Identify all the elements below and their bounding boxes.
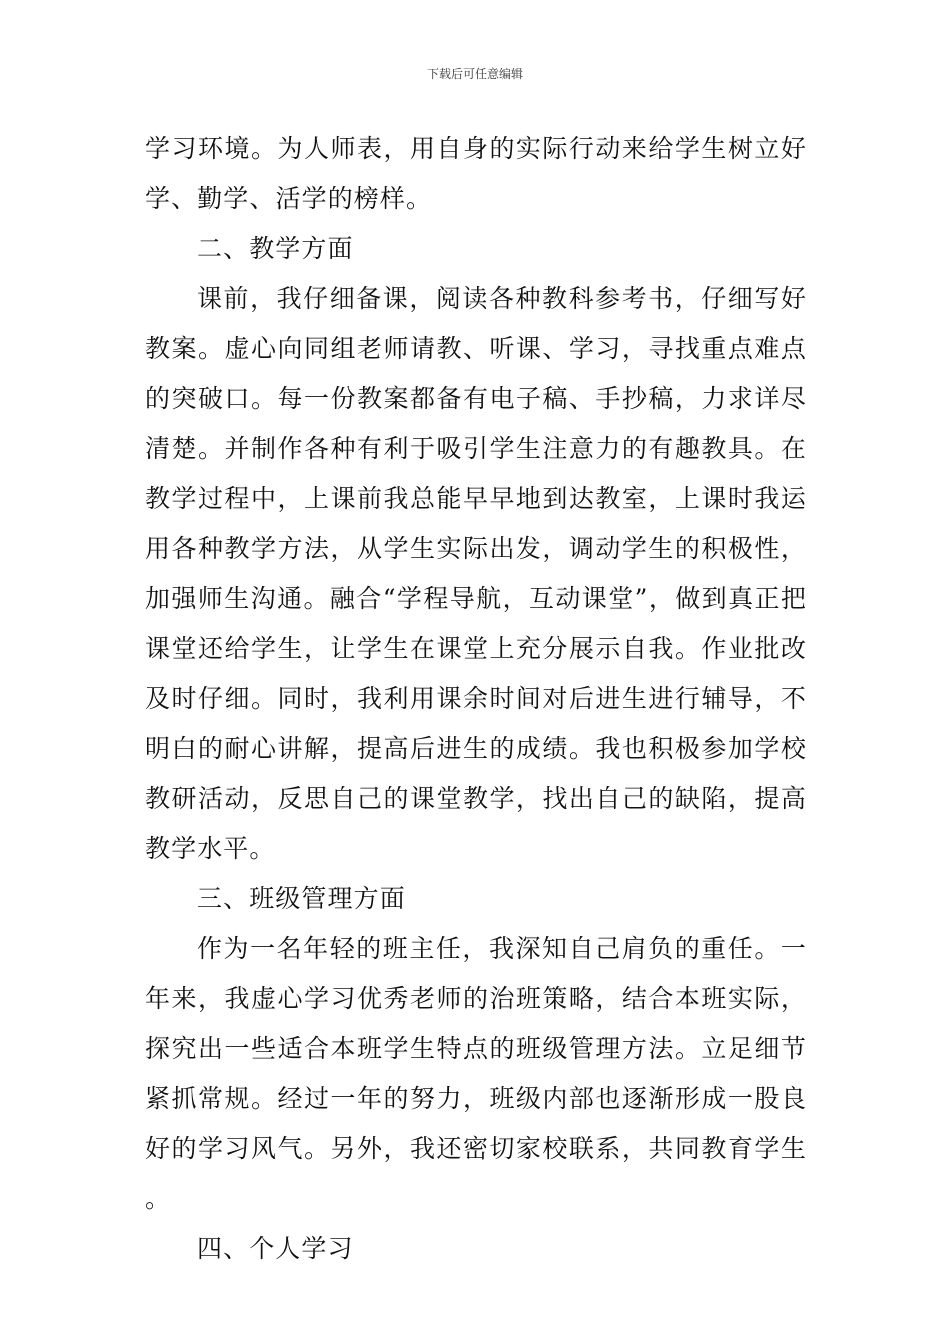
section-heading-personal-study: 四、个人学习 (197, 1234, 354, 1263)
paragraph-teaching: 课前，我仔细备课，阅读各种教科参考书，仔细写好教案。虚心向同组老师请教、听课、学习，寻找重点难点的突破口。每一份教案都备有电子稿、手抄稿，力求详尽清楚。并制作各种有利于吸引学生注意力的有趣教具。在教学过程中，上课前我总能早早地到达教室，上课时我运用各种教学方法，从学生实际出发，调动学生的积极性，加强师生沟通。融合“学程导航，互动课堂”，做到真正把课堂还给学生，让学生在课堂上充分展示自我。作业批改及时仔细。同时，我利用课余时间对后进生进行辅导，不明白的耐心讲解，提高后进生的成绩。我也积极参加学校教研活动，反思自己的课堂教学，找出自己的缺陷，提高教学水平。 (145, 284, 807, 863)
paragraph-class-management: 作为一名年轻的班主任，我深知自己肩负的重任。一年来，我虚心学习优秀老师的治班策略，结合本班实际，探究出一些适合本班学生特点的班级管理方法。立足细节紧抓常规。经过一年的努力，班级内部也逐渐形成一股良好的学习风气。另外，我还密切家校联系，共同教育学生。 (145, 934, 807, 1213)
document-body (145, 124, 807, 1274)
paragraph-continued: 学习环境。为人师表，用自身的实际行动来给学生树立好学、勤学、活学的榜样。 (145, 134, 807, 213)
section-heading-teaching: 二、教学方面 (197, 234, 354, 263)
section-heading-class-management: 三、班级管理方面 (197, 884, 406, 913)
page-header-note: 下载后可任意编辑 (426, 67, 523, 81)
